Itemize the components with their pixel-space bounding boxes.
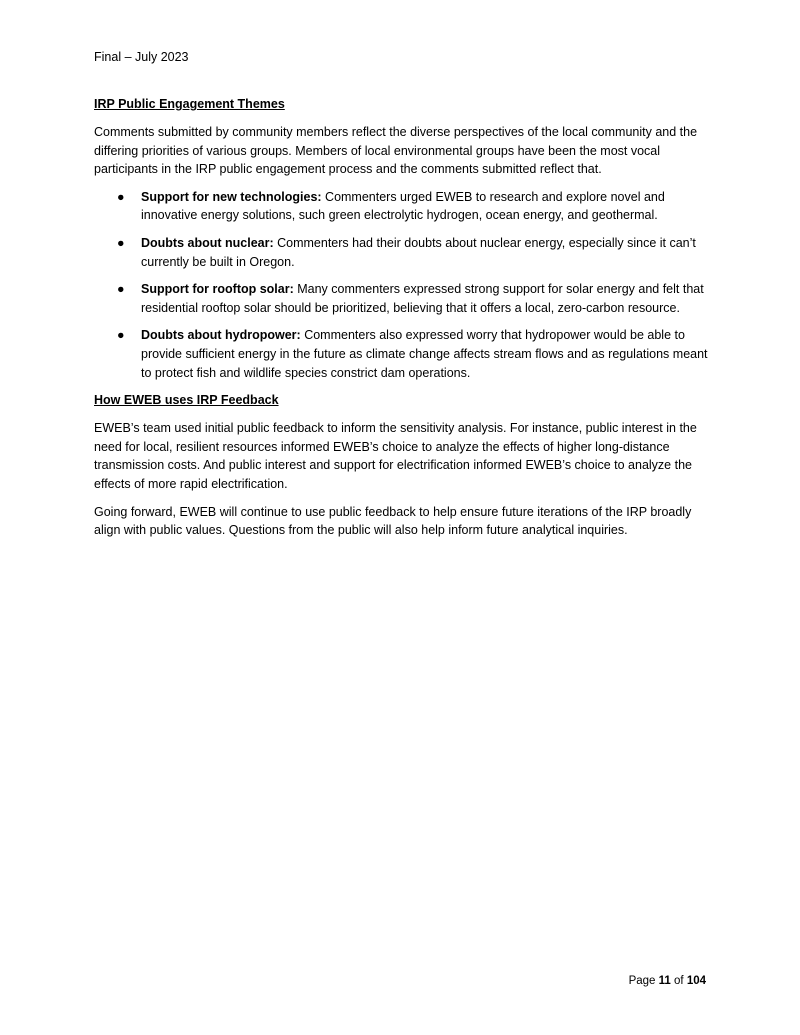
bullet-icon: ● xyxy=(117,235,125,250)
current-page-number: 11 xyxy=(658,975,671,987)
page-number-footer xyxy=(629,974,706,988)
list-item xyxy=(117,280,708,317)
page-of-label: of xyxy=(670,975,687,987)
page-content xyxy=(94,95,708,540)
page-header: Final – July 2023 xyxy=(94,50,189,64)
intro-paragraph: Comments submitted by community members reflect the diverse perspectives of the local community and the differing priorities of various groups. Members of local environmental groups have been the most vocal participants in the IRP public engagement process and the comments submitted reflect that. xyxy=(94,125,698,177)
feedback-paragraph: EWEB’s team used initial public feedback to inform the sensitivity analysis. For instance, public interest in the need for local, resilient resources informed EWEB’s choice to analyze the effects of higher long-distance transmission costs. And public interest and support for electrification informed EWEB’s choice to analyze the effects of more rapid electrification. xyxy=(94,421,697,491)
total-page-count: 104 xyxy=(686,975,706,987)
list-item xyxy=(117,326,708,382)
going-forward-paragraph: Going forward, EWEB will continue to use public feedback to help ensure future iterations of the IRP broadly align with public values. Questions from the public will also help inform future analytical inquiries. xyxy=(94,504,692,538)
theme-text: Commenters urged EWEB to research and explore novel and innovative energy solutions, such green electrolytic hydrogen, ocean energy, and geothermal. xyxy=(141,189,665,223)
section-heading-feedback-use: How EWEB uses IRP Feedback xyxy=(94,393,279,408)
theme-text: Many commenters expressed strong support for solar energy and felt that residential rooftop solar should be prioritized, believing that it offers a local, zero-carbon resource. xyxy=(141,282,704,315)
page-prefix: Page xyxy=(628,975,659,987)
themes-list xyxy=(94,188,708,382)
theme-term: Support for rooftop solar: xyxy=(141,282,294,297)
bullet-icon: ● xyxy=(117,282,125,297)
theme-term: Support for new technologies: xyxy=(141,189,322,204)
bullet-icon: ● xyxy=(117,189,125,204)
bullet-icon: ● xyxy=(117,328,125,343)
list-item xyxy=(117,188,708,225)
theme-text: Commenters also expressed worry that hydropower would be able to provide sufficient energy in the future as climate change affects stream flows and as regulations meant to protect fish and wildlife species constrict dam operations. xyxy=(141,328,708,380)
section-heading-engagement-themes: IRP Public Engagement Themes xyxy=(94,97,285,111)
theme-term: Doubts about nuclear: xyxy=(141,235,274,250)
list-item xyxy=(117,234,708,271)
theme-text: Commenters had their doubts about nuclear energy, especially since it can’t currently be built in Oregon. xyxy=(141,235,696,269)
theme-term: Doubts about hydropower: xyxy=(141,328,301,343)
